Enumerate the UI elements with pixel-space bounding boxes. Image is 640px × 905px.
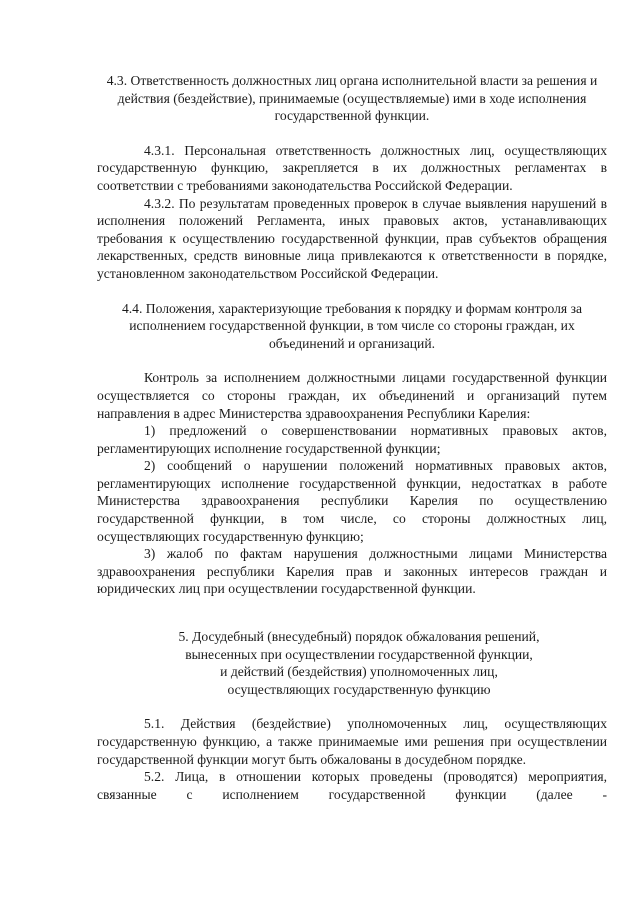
- paragraph-control-intro: Контроль за исполнением должностными лицами государственной функции осуществляется со стороны граждан, их объединений и организаций путем направления в адрес Министерства здравоохранения Республики Карелия:: [97, 370, 607, 421]
- paragraph-5-2: 5.2. Лица, в отношении которых проведены (проводятся) мероприятия, связанные с исполнением государственной функции (далее -: [97, 769, 607, 802]
- document-body: [97, 72, 607, 803]
- section-4-3-heading: 4.3. Ответственность должностных лиц органа исполнительной власти за решения и действия (бездействие), принимаемые (осуществляемые) ими в ходе исполнения государственной функции.: [106, 73, 598, 124]
- section-5-heading-line-3: и действий (бездействия) уполномоченных лиц,: [220, 664, 498, 680]
- list-item-complaints: 3) жалоб по фактам нарушения должностными лицами Министерства здравоохранения республики Карелия прав и законных интересов граждан и юридических лиц при осуществлении государственной функции.: [97, 546, 607, 597]
- section-5-heading-line-1: 5. Досудебный (внесудебный) порядок обжалования решений,: [178, 629, 540, 645]
- section-5-heading-line-4: осуществляющих государственную функцию: [227, 681, 491, 697]
- list-item-proposals: 1) предложений о совершенствовании нормативных правовых актов, регламентирующих исполнение государственной функции;: [97, 423, 607, 456]
- section-5-heading-line-2: вынесенных при осуществлении государственной функции,: [185, 646, 533, 662]
- section-5-heading: [97, 628, 607, 698]
- section-4-4-heading: 4.4. Положения, характеризующие требования к порядку и формам контроля за исполнением государственной функции, в том числе со стороны граждан, их объединений и организаций.: [121, 300, 582, 351]
- paragraph-4-3-2: 4.3.2. По результатам проведенных проверок в случае выявления нарушений в исполнения положений Регламента, иных правовых актов, устанавливающих требования к осуществлению государственной функции, прав субъектов обращения лекарственных, средств виновные лица привлекаются к ответственности в порядке, установленном законодательством Российской Федерации.: [97, 195, 607, 281]
- paragraph-4-3-1: 4.3.1. Персональная ответственность должностных лиц, осуществляющих государственную функцию, закрепляется в их должностных регламентах в соответствии с требованиями законодательства Российской Федерации.: [97, 142, 607, 193]
- paragraph-5-1: 5.1. Действия (бездействие) уполномоченных лиц, осуществляющих государственную функцию, а также принимаемые ими решения при осуществлении государственной функции могут быть обжалованы в досудебном порядке.: [97, 716, 607, 767]
- list-item-reports: 2) сообщений о нарушении положений нормативных правовых актов, регламентирующих исполнение государственной функции, недостатках в работе Министерства здравоохранения республики Карелия по осуществлению государственной функции, в том числе, со стороны должностных лиц, осуществляющих государственную функцию;: [97, 458, 607, 544]
